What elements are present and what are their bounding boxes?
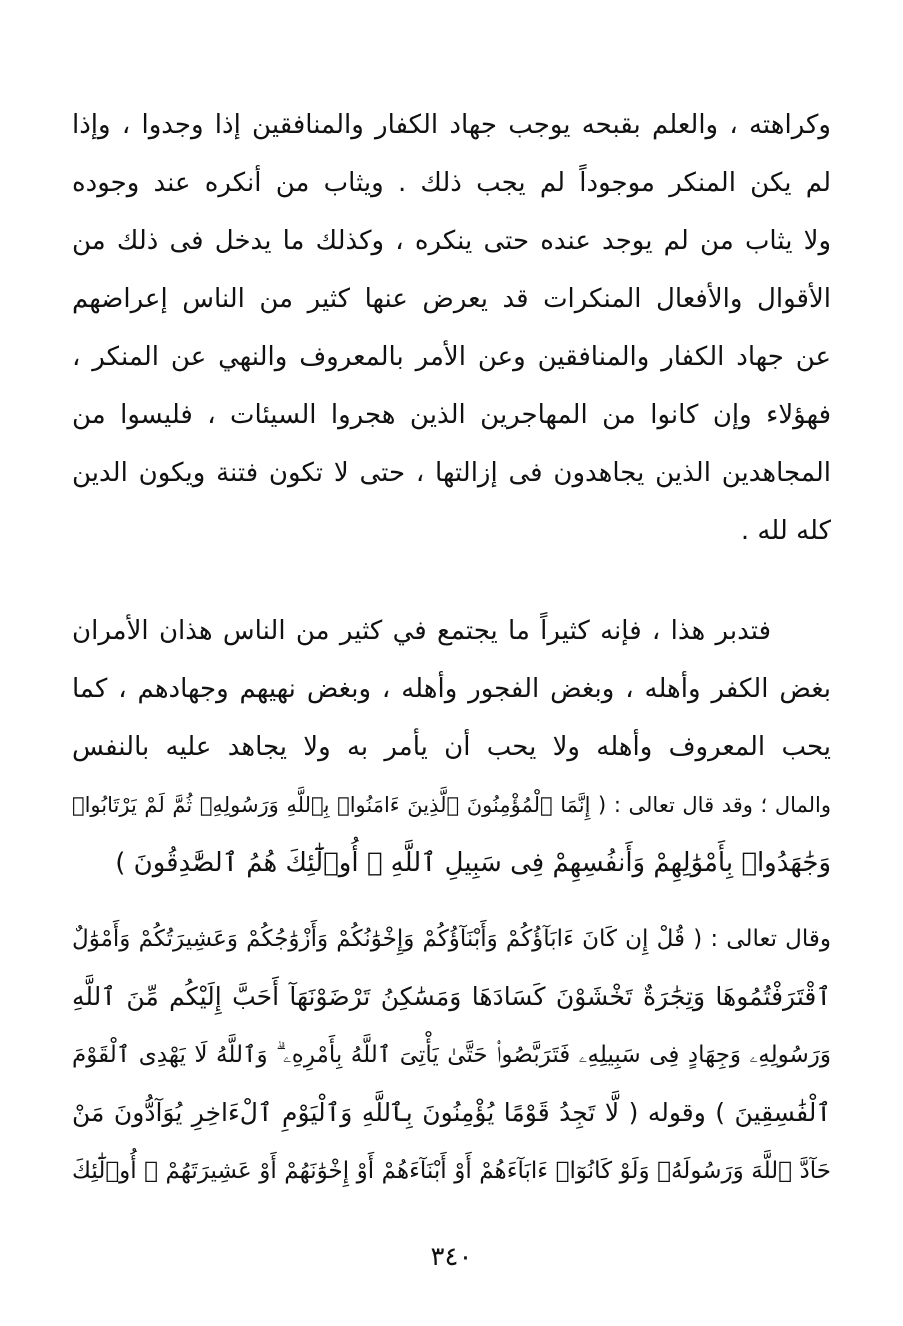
text-line: المجاهدين الذين يجاهدون فى إزالتها ، حتى لا تكون فتنة ويكون الدين (72, 458, 831, 488)
quran-verse-line: ٱلْفَٰسِقِينَ ) وقوله ( لَّا تَجِدُ قَوْمًا يُؤْمِنُونَ بِٱللَّهِ وَٱلْيَوْمِ ٱلْءَاخِرِ يُوَآدُّونَ مَنْ (72, 1098, 831, 1127)
paragraph-2 (72, 602, 831, 892)
paragraph-3 (72, 910, 831, 1200)
text-line: وكراهته ، والعلم بقبحه يوجب جهاد الكفار والمنافقين إذا وجدوا ، وإذا (72, 110, 831, 140)
text-line: لم يكن المنكر موجوداً لم يجب ذلك . ويثاب من أنكره عند وجوده (72, 168, 831, 198)
quran-verse-line: حَآدَّ ٱللَّهَ وَرَسُولَهُۥ وَلَوْ كَانُوٓا۟ ءَابَآءَهُمْ أَوْ أَبْنَآءَهُمْ أَوْ إِخْوَٰنَهُمْ أَوْ عَشِيرَتَهُمْ ۚ أُو۟لَٰٓئِكَ (72, 1158, 831, 1184)
text-line: ولا يثاب من لم يوجد عنده حتى ينكره ، وكذلك ما يدخل فى ذلك من (72, 226, 831, 256)
quran-verse-line: ٱقْتَرَفْتُمُوهَا وَتِجَٰرَةٌ تَخْشَوْنَ كَسَادَهَا وَمَسَٰكِنُ تَرْضَوْنَهَآ أَحَبَّ إِلَيْكُم مِّنَ ٱللَّهِ (72, 982, 831, 1011)
text-line: فهؤلاء وإن كانوا من المهاجرين الذين هجروا السيئات ، فليسوا من (72, 400, 831, 430)
quran-verse-line: وَجَٰهَدُوا۟ بِأَمْوَٰلِهِمْ وَأَنفُسِهِمْ فِى سَبِيلِ ٱللَّهِ ۚ أُو۟لَٰٓئِكَ هُمُ ٱلصَّٰدِقُونَ ) (115, 848, 831, 878)
page-number: ٣٤٠ (430, 1242, 473, 1272)
text-line: بغض الكفر وأهله ، وبغض الفجور وأهله ، وبغض نهيهم وجهادهم ، كما (72, 674, 831, 704)
quran-verse-line: وقال تعالى : ( قُلْ إِن كَانَ ءَابَآؤُكُمْ وَأَبْنَآؤُكُمْ وَإِخْوَٰنُكُمْ وَأَزْوَٰجُكُمْ وَعَشِيرَتُكُمْ وَأَمْوَٰلٌ (72, 926, 831, 952)
text-line: يحب المعروف وأهله ولا يحب أن يأمر به ولا يجاهد عليه بالنفس (72, 732, 831, 762)
paragraph-1 (72, 96, 831, 560)
text-line: الأقوال والأفعال المنكرات قد يعرض عنها كثير من الناس إعراضهم (72, 284, 831, 314)
quran-verse-line: والمال ؛ وقد قال تعالى : ( إِنَّمَا ٱلْمُؤْمِنُونَ ٱلَّذِينَ ءَامَنُوا۟ بِٱللَّهِ وَرَسُولِهِۦ ثُمَّ لَمْ يَرْتَابُوا۟ (72, 793, 831, 817)
quran-verse-line: وَرَسُولِهِۦ وَجِهَادٍ فِى سَبِيلِهِۦ فَتَرَبَّصُوا۟ حَتَّىٰ يَأْتِىَ ٱللَّهُ بِأَمْرِهِۦ ۗ وَٱللَّهُ لَا يَهْدِى ٱلْقَوْمَ (72, 1042, 831, 1068)
text-line: عن جهاد الكفار والمنافقين وعن الأمر بالمعروف والنهي عن المنكر ، (72, 342, 831, 372)
text-line: فتدبر هذا ، فإنه كثيراً ما يجتمع في كثير من الناس هذان الأمران (72, 616, 771, 646)
text-line: كله لله . (740, 516, 831, 546)
